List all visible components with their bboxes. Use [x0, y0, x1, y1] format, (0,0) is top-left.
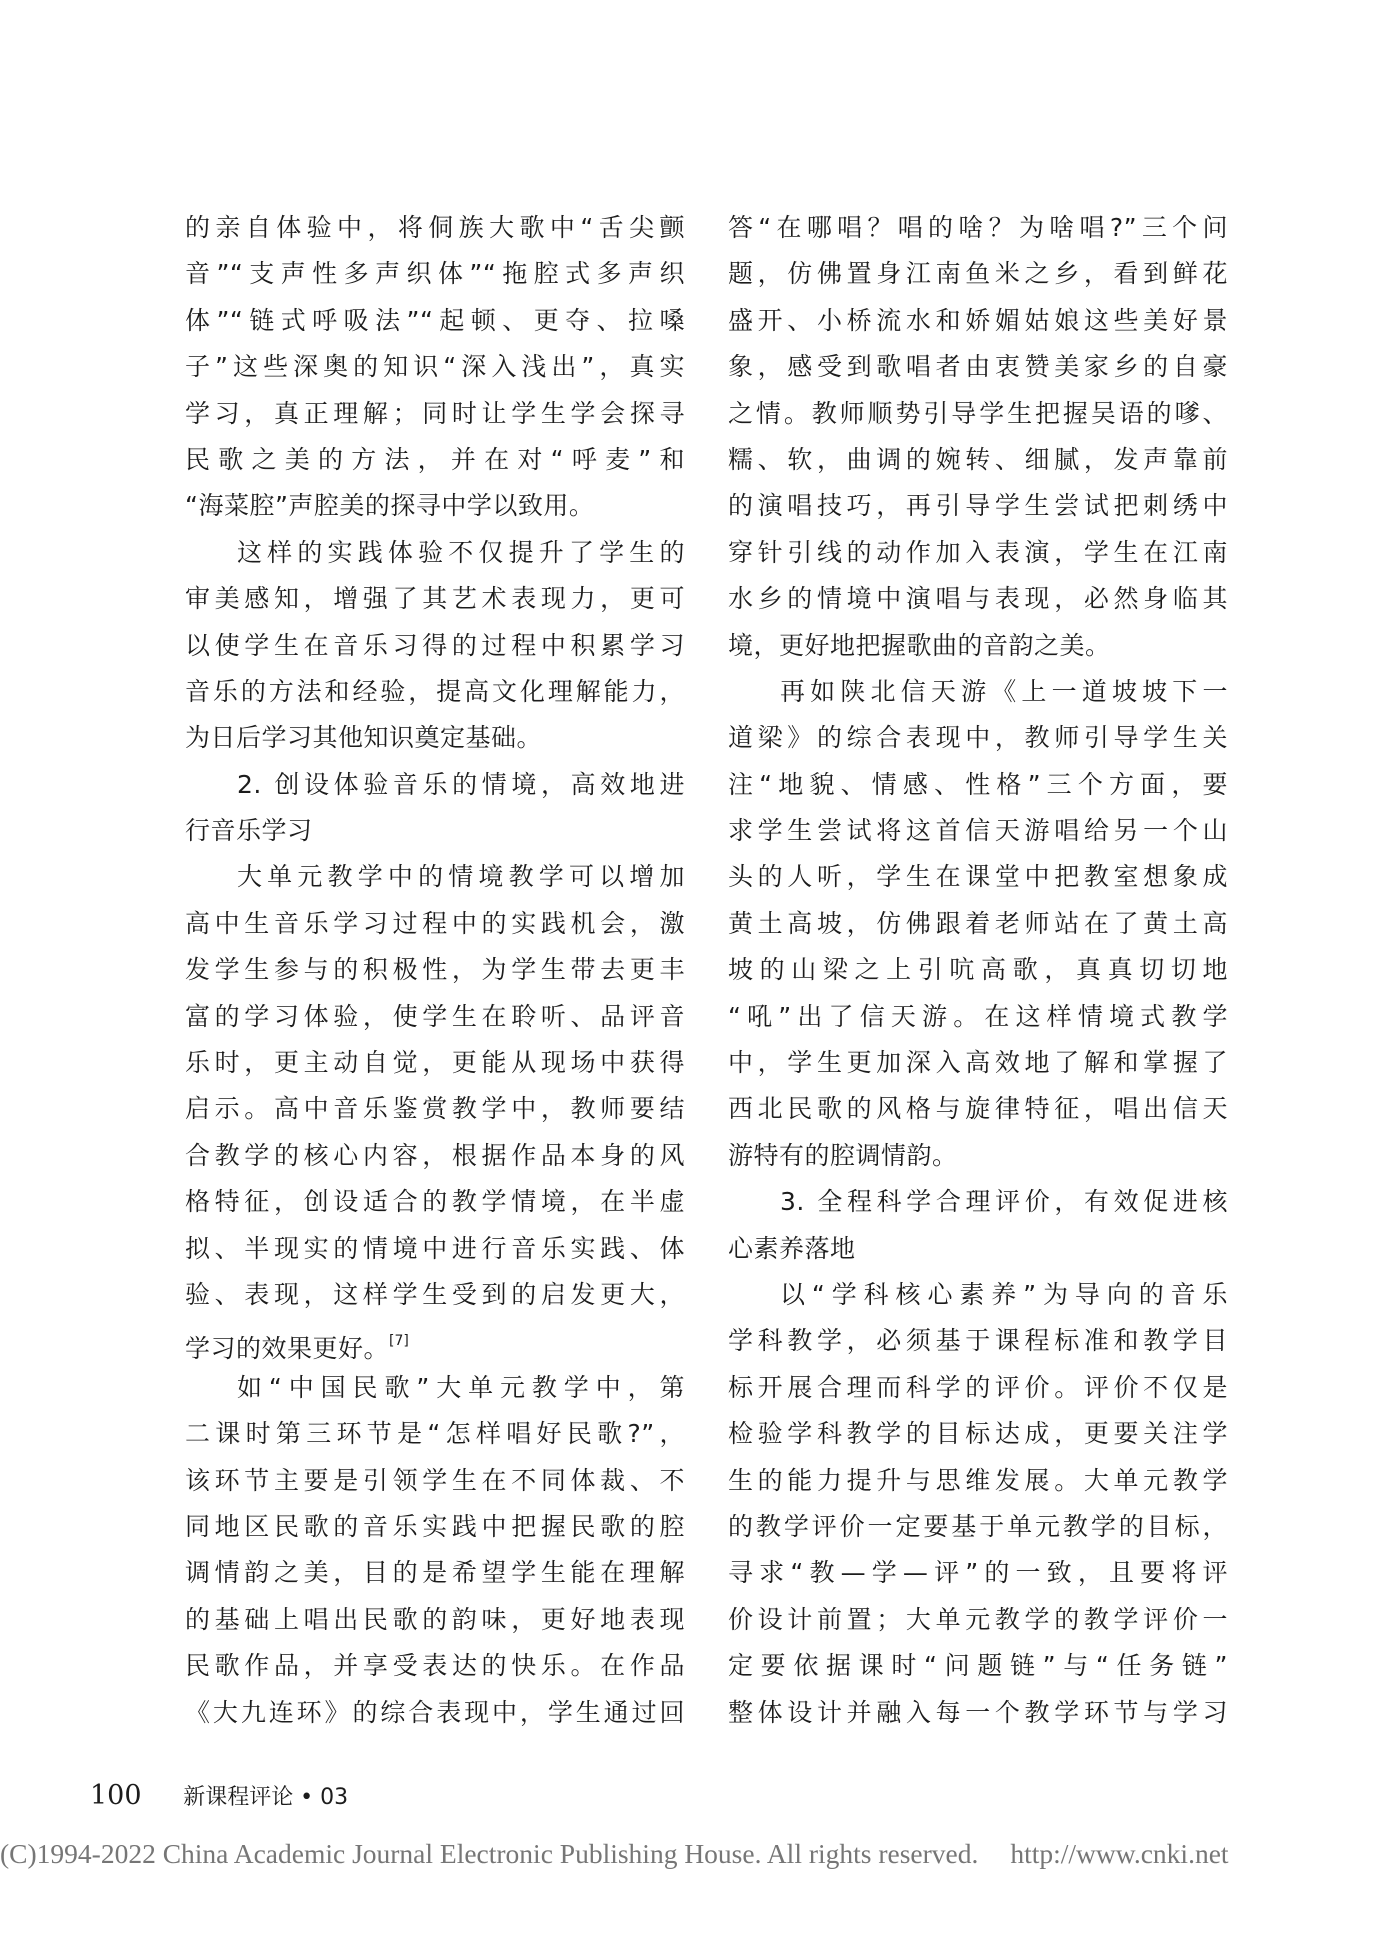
body-text-line: 该环节主要是引领学生在不同体裁、不: [185, 1465, 685, 1495]
citation-superscript: [7]: [389, 1333, 409, 1350]
body-text-line: 民歌作品，并享受表达的快乐。在作品: [185, 1651, 685, 1681]
cnki-url: http://www.cnki.net: [1010, 1838, 1229, 1869]
body-text-line: 的亲自体验中，将侗族大歌中“舌尖颤: [185, 213, 685, 242]
body-text-line: 寻求“教—学—评”的一致，且要将评: [728, 1558, 1228, 1588]
body-text-line: 发学生参与的积极性，为学生带去更丰: [185, 955, 685, 985]
body-text-line: 调情韵之美，目的是希望学生能在理解: [185, 1558, 685, 1588]
body-text-line: 以使学生在音乐习得的过程中积累学习: [185, 630, 685, 660]
section-heading-3: 3. 全程科学合理评价，有效促进核: [780, 1187, 1228, 1217]
body-text-line: 之情。教师顺势引导学生把握吴语的嗲、: [728, 398, 1228, 428]
body-text-line: 价设计前置；大单元教学的教学评价一: [728, 1604, 1228, 1634]
body-text-line: 糯、软，曲调的婉转、细腻，发声靠前: [728, 444, 1228, 474]
body-text-line: 富的学习体验，使学生在聆听、品评音: [185, 1001, 685, 1031]
body-text-line: 学习，真正理解；同时让学生学会探寻: [185, 398, 685, 428]
body-text-line: 检验学科教学的目标达成，更要关注学: [728, 1419, 1228, 1449]
paragraph-start-line: 这样的实践体验不仅提升了学生的: [237, 537, 685, 567]
body-text-line: 黄土高坡，仿佛跟着老师站在了黄土高: [728, 908, 1228, 938]
body-text-line: 定要依据课时“问题链”与“任务链”: [728, 1651, 1228, 1681]
body-text: 学习的效果更好。: [185, 1334, 390, 1364]
body-text-line: 求学生尝试将这首信天游唱给另一个山: [728, 816, 1228, 846]
body-text-line: 标开展合理而科学的评价。评价不仅是: [728, 1372, 1228, 1402]
body-text-line: 注“地貌、情感、性格”三个方面，要: [728, 769, 1228, 799]
body-text-line: 头的人听，学生在课堂中把教室想象成: [728, 862, 1228, 892]
copyright-notice: [0, 1838, 1400, 1870]
body-text-line: 审美感知，增强了其艺术表现力，更可: [185, 584, 685, 614]
body-text-line: 中，学生更加深入高效地了解和掌握了: [728, 1048, 1228, 1078]
body-text-line: 高中生音乐学习过程中的实践机会，激: [185, 908, 685, 938]
body-text-line: “海菜腔”声腔美的探寻中学以致用。: [185, 491, 595, 521]
copyright-text: (C)1994-2022 China Academic Journal Electronic Publishing House. All rights reserved.: [0, 1838, 979, 1869]
body-text-line: 合教学的核心内容，根据作品本身的风: [185, 1140, 685, 1170]
left-column: [185, 205, 685, 1736]
body-text-line: 学科教学，必须基于课程标准和教学目: [728, 1326, 1228, 1356]
section-heading-3-continued: 心素养落地: [728, 1233, 856, 1263]
body-text-line: 的教学评价一定要基于单元教学的目标，: [728, 1511, 1228, 1541]
body-text-line: “吼”出了信天游。在这样情境式教学: [728, 1001, 1228, 1031]
body-text-line: 生的能力提升与思维发展。大单元教学: [728, 1465, 1228, 1495]
body-text-line-with-citation: [185, 1318, 685, 1364]
body-text-line: 游特有的腔调情韵。: [728, 1140, 958, 1170]
right-column: [728, 205, 1228, 1736]
body-text-line: 的基础上唱出民歌的韵味，更好地表现: [185, 1604, 685, 1634]
paragraph-start-line: 大单元教学中的情境教学可以增加: [237, 862, 685, 892]
body-text-line: 同地区民歌的音乐实践中把握民歌的腔: [185, 1511, 685, 1541]
paragraph-start-line: 如“中国民歌”大单元教学中，第: [237, 1372, 685, 1402]
body-text-line: 拟、半现实的情境中进行音乐实践、体: [185, 1233, 685, 1263]
body-text-line: 西北民歌的风格与旋律特征，唱出信天: [728, 1094, 1228, 1124]
section-heading-2: 2. 创设体验音乐的情境，高效地进: [237, 769, 685, 799]
paragraph-start-line: 以“学科核心素养”为导向的音乐: [780, 1279, 1228, 1309]
body-text-line: 象，感受到歌唱者由衷赞美家乡的自豪: [728, 352, 1228, 382]
body-text-line: 体”“链式呼吸法”“起顿、更夺、拉嗓: [185, 305, 685, 335]
body-text-line: 盛开、小桥流水和娇媚姑娘这些美好景: [728, 305, 1228, 335]
body-text-line: 《大九连环》的综合表现中，学生通过回: [185, 1697, 685, 1727]
body-text-line: 道梁》的综合表现中，教师引导学生关: [728, 723, 1228, 753]
body-text-line: 穿针引线的动作加入表演，学生在江南: [728, 537, 1228, 567]
page-footer: [90, 1780, 348, 1811]
body-text-line: 启示。高中音乐鉴赏教学中，教师要结: [185, 1094, 685, 1124]
body-text-line: 音”“支声性多声织体”“拖腔式多声织: [185, 259, 685, 289]
body-text-line: 题，仿佛置身江南鱼米之乡，看到鲜花: [728, 259, 1228, 289]
body-text-line: 二课时第三环节是“怎样唱好民歌?”，: [185, 1419, 685, 1449]
body-text-line: 境，更好地把握歌曲的音韵之美。: [728, 630, 1111, 660]
page-number: 100: [90, 1780, 142, 1811]
journal-name: 新课程评论 • 03: [183, 1785, 349, 1810]
section-heading-2-continued: 行音乐学习: [185, 816, 313, 846]
body-text-line: 水乡的情境中演唱与表现，必然身临其: [728, 584, 1228, 614]
body-text-line: 坡的山梁之上引吭高歌，真真切切地: [728, 955, 1228, 985]
body-text-line: 为日后学习其他知识奠定基础。: [185, 723, 543, 753]
body-text-line: 乐时，更主动自觉，更能从现场中获得: [185, 1048, 685, 1078]
body-text-line: 答“在哪唱？唱的啥？为啥唱?”三个问: [728, 213, 1228, 242]
body-text-line: 的演唱技巧，再引导学生尝试把刺绣中: [728, 491, 1228, 521]
paragraph-start-line: 再如陕北信天游《上一道坡坡下一: [780, 676, 1228, 706]
body-text-line: 整体设计并融入每一个教学环节与学习: [728, 1697, 1228, 1727]
body-text-line: 民歌之美的方法，并在对“呼麦”和: [185, 444, 685, 474]
body-text-line: 验、表现，这样学生受到的启发更大，: [185, 1279, 685, 1309]
body-text-line: 音乐的方法和经验，提高文化理解能力，: [185, 676, 685, 706]
body-text-line: 子”这些深奥的知识“深入浅出”，真实: [185, 352, 685, 382]
body-text-line: 格特征，创设适合的教学情境，在半虚: [185, 1187, 685, 1217]
